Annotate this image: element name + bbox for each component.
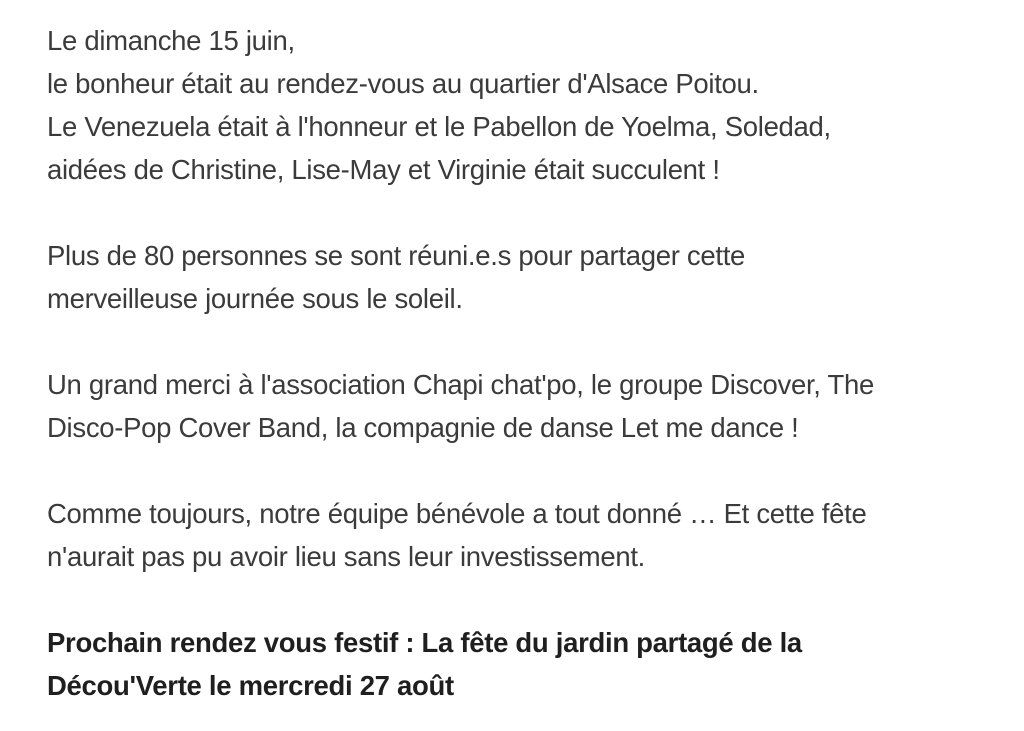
text-line: Disco-Pop Cover Band, la compagnie de danse Let me dance ! xyxy=(47,412,799,443)
paragraph-thanks-volunteers xyxy=(47,492,1004,578)
text-line: Le dimanche 15 juin, xyxy=(47,25,295,56)
text-line: Un grand merci à l'association Chapi chat'po, le groupe Discover, The xyxy=(47,369,874,400)
text-line: Prochain rendez vous festif : La fête du jardin partagé de la xyxy=(47,627,802,658)
text-line: aidées de Christine, Lise-May et Virginie était succulent ! xyxy=(47,154,720,185)
paragraph-next-event xyxy=(47,621,1004,707)
text-line: Comme toujours, notre équipe bénévole a tout donné … Et cette fête xyxy=(47,498,867,529)
text-line: Le Venezuela était à l'honneur et le Pabellon de Yoelma, Soledad, xyxy=(47,111,831,142)
paragraph-thanks-groups xyxy=(47,363,1004,449)
text-line: n'aurait pas pu avoir lieu sans leur investissement. xyxy=(47,541,646,572)
paragraph-intro xyxy=(47,19,1004,191)
paragraph-attendance xyxy=(47,234,1004,320)
text-line: merveilleuse journée sous le soleil. xyxy=(47,283,463,314)
text-line: le bonheur était au rendez-vous au quartier d'Alsace Poitou. xyxy=(47,68,759,99)
text-line: Plus de 80 personnes se sont réuni.e.s pour partager cette xyxy=(47,240,746,271)
text-line: Décou'Verte le mercredi 27 août xyxy=(47,670,454,701)
